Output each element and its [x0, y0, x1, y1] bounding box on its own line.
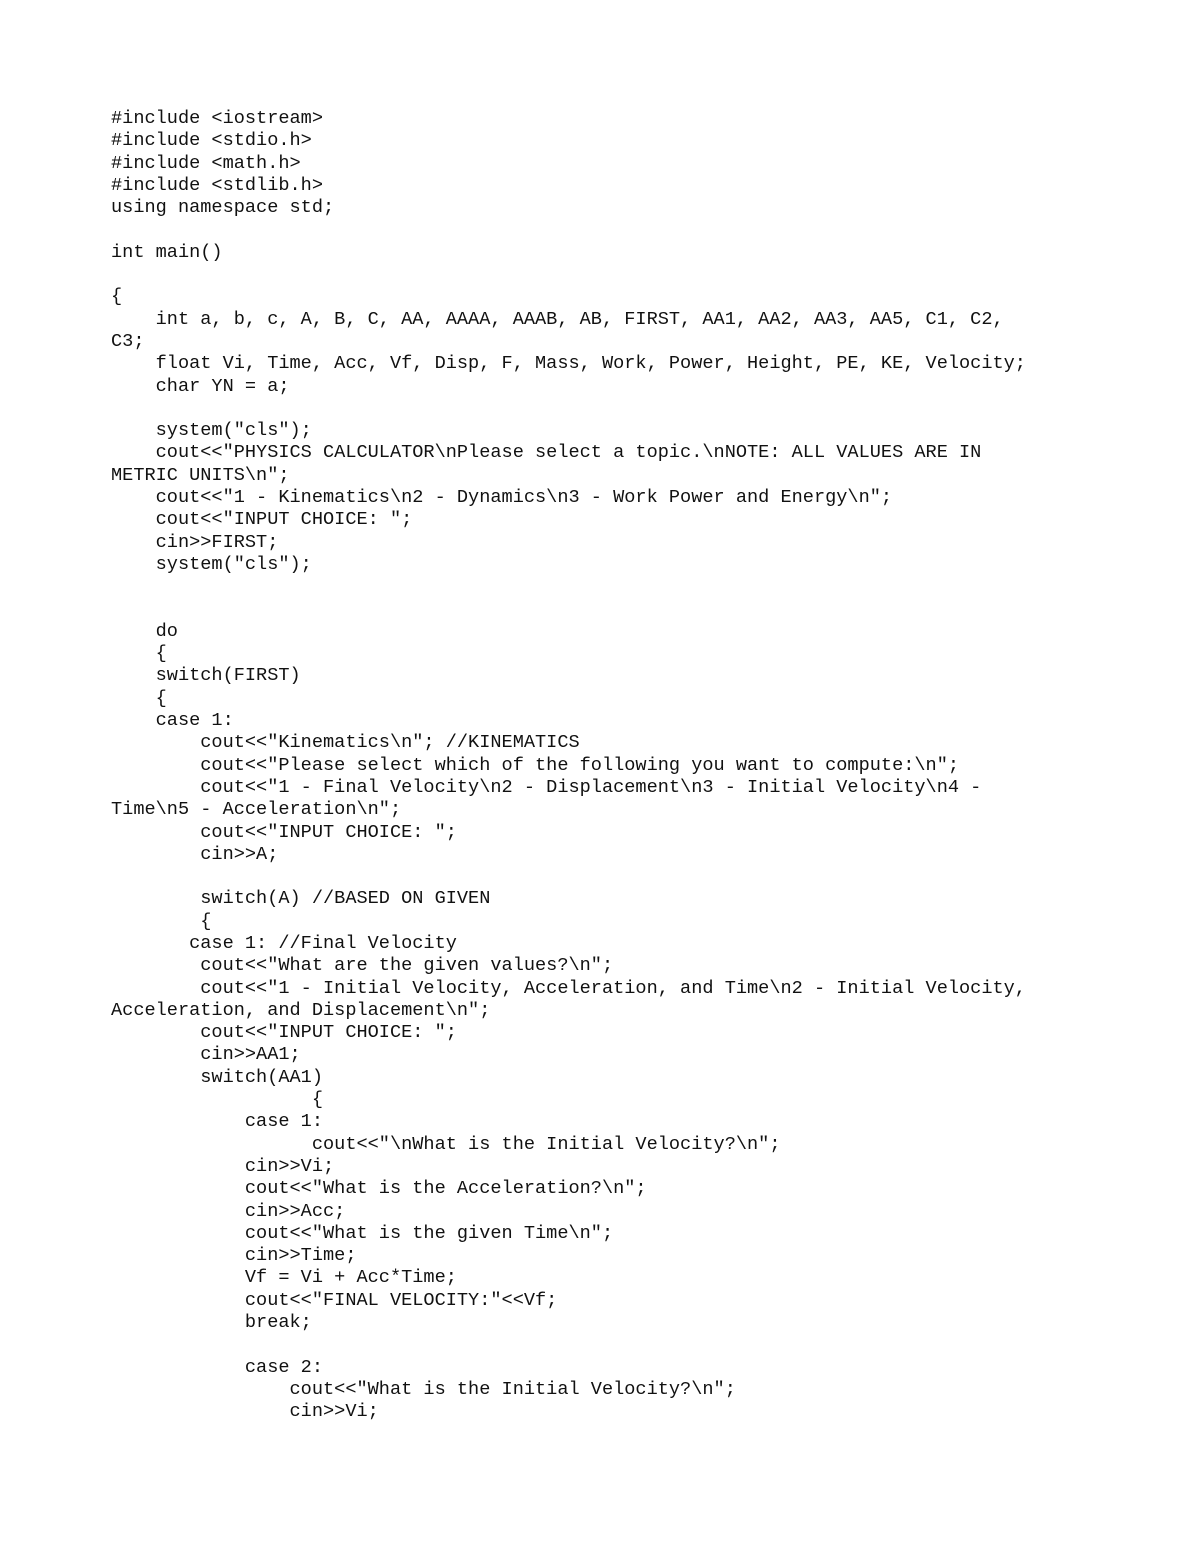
code-line	[111, 264, 1091, 286]
code-line: switch(A) //BASED ON GIVEN	[111, 888, 491, 910]
code-line: system("cls");	[111, 553, 312, 575]
code-line: cin>>FIRST;	[111, 531, 279, 553]
code-line: Time\n5 - Acceleration\n";	[111, 799, 402, 821]
code-line: {	[111, 910, 212, 932]
code-line: int a, b, c, A, B, C, AA, AAAA, AAAB, AB, FIRST, AA1, AA2, AA3, AA5, C1, C2,	[111, 308, 1004, 330]
code-line: cout<<"FINAL VELOCITY:"<<Vf;	[111, 1289, 558, 1311]
code-line: cout<<"1 - Kinematics\n2 - Dynamics\n3 - Work Power and Energy\n";	[111, 487, 893, 509]
code-line	[111, 219, 1091, 241]
code-line	[111, 576, 1091, 598]
code-line: char YN = a;	[111, 375, 290, 397]
code-line: {	[111, 286, 123, 308]
code-line: cout<<"What are the given values?\n";	[111, 955, 614, 977]
code-line: cout<<"INPUT CHOICE: ";	[111, 821, 457, 843]
code-line: cin>>Time;	[111, 1245, 357, 1267]
code-line: cout<<"Please select which of the following you want to compute:\n";	[111, 754, 960, 776]
code-line: break;	[111, 1312, 312, 1334]
code-line: C3;	[111, 330, 145, 352]
code-line: METRIC UNITS\n";	[111, 464, 290, 486]
code-line: cout<<"PHYSICS CALCULATOR\nPlease select a topic.\nNOTE: ALL VALUES ARE IN	[111, 442, 982, 464]
code-line: case 1: //Final Velocity	[111, 932, 457, 954]
code-line: do	[111, 620, 178, 642]
code-line	[111, 866, 1091, 888]
code-line: cin>>Vi;	[111, 1155, 335, 1177]
code-line: cout<<"1 - Final Velocity\n2 - Displacement\n3 - Initial Velocity\n4 -	[111, 776, 982, 798]
code-line	[111, 1334, 1091, 1356]
code-line: cout<<"1 - Initial Velocity, Acceleration, and Time\n2 - Initial Velocity,	[111, 977, 1026, 999]
code-line: #include <stdio.h>	[111, 130, 312, 152]
code-line: Acceleration, and Displacement\n";	[111, 999, 491, 1021]
code-line: Vf = Vi + Acc*Time;	[111, 1267, 457, 1289]
code-line	[111, 599, 1091, 621]
code-line: {	[111, 687, 167, 709]
source-code-block	[111, 108, 1091, 1424]
code-line: {	[111, 643, 167, 665]
code-line: #include <stdlib.h>	[111, 174, 324, 196]
code-line: cout<<"INPUT CHOICE: ";	[111, 1022, 457, 1044]
code-line: case 1:	[111, 1111, 324, 1133]
code-line: system("cls");	[111, 420, 312, 442]
code-line: cout<<"What is the Acceleration?\n";	[111, 1178, 647, 1200]
code-line: case 1:	[111, 710, 234, 732]
code-line: using namespace std;	[111, 197, 335, 219]
code-line: cout<<"Kinematics\n"; //KINEMATICS	[111, 732, 580, 754]
code-line: cout<<"What is the given Time\n";	[111, 1222, 614, 1244]
code-line: switch(AA1)	[111, 1066, 324, 1088]
code-line: cin>>AA1;	[111, 1044, 301, 1066]
code-line: cin>>Acc;	[111, 1200, 346, 1222]
code-line: float Vi, Time, Acc, Vf, Disp, F, Mass, Work, Power, Height, PE, KE, Velocity;	[111, 353, 1026, 375]
code-line: cin>>A;	[111, 843, 279, 865]
code-line: {	[111, 1089, 324, 1111]
code-line: switch(FIRST)	[111, 665, 301, 687]
code-line: case 2:	[111, 1356, 324, 1378]
code-line: cout<<"INPUT CHOICE: ";	[111, 509, 413, 531]
code-line	[111, 398, 1091, 420]
code-line: cin>>Vi;	[111, 1401, 379, 1423]
code-line: #include <iostream>	[111, 108, 324, 129]
code-line: int main()	[111, 241, 223, 263]
code-line: #include <math.h>	[111, 152, 301, 174]
code-line: cout<<"\nWhat is the Initial Velocity?\n";	[111, 1133, 781, 1155]
code-line: cout<<"What is the Initial Velocity?\n";	[111, 1378, 736, 1400]
